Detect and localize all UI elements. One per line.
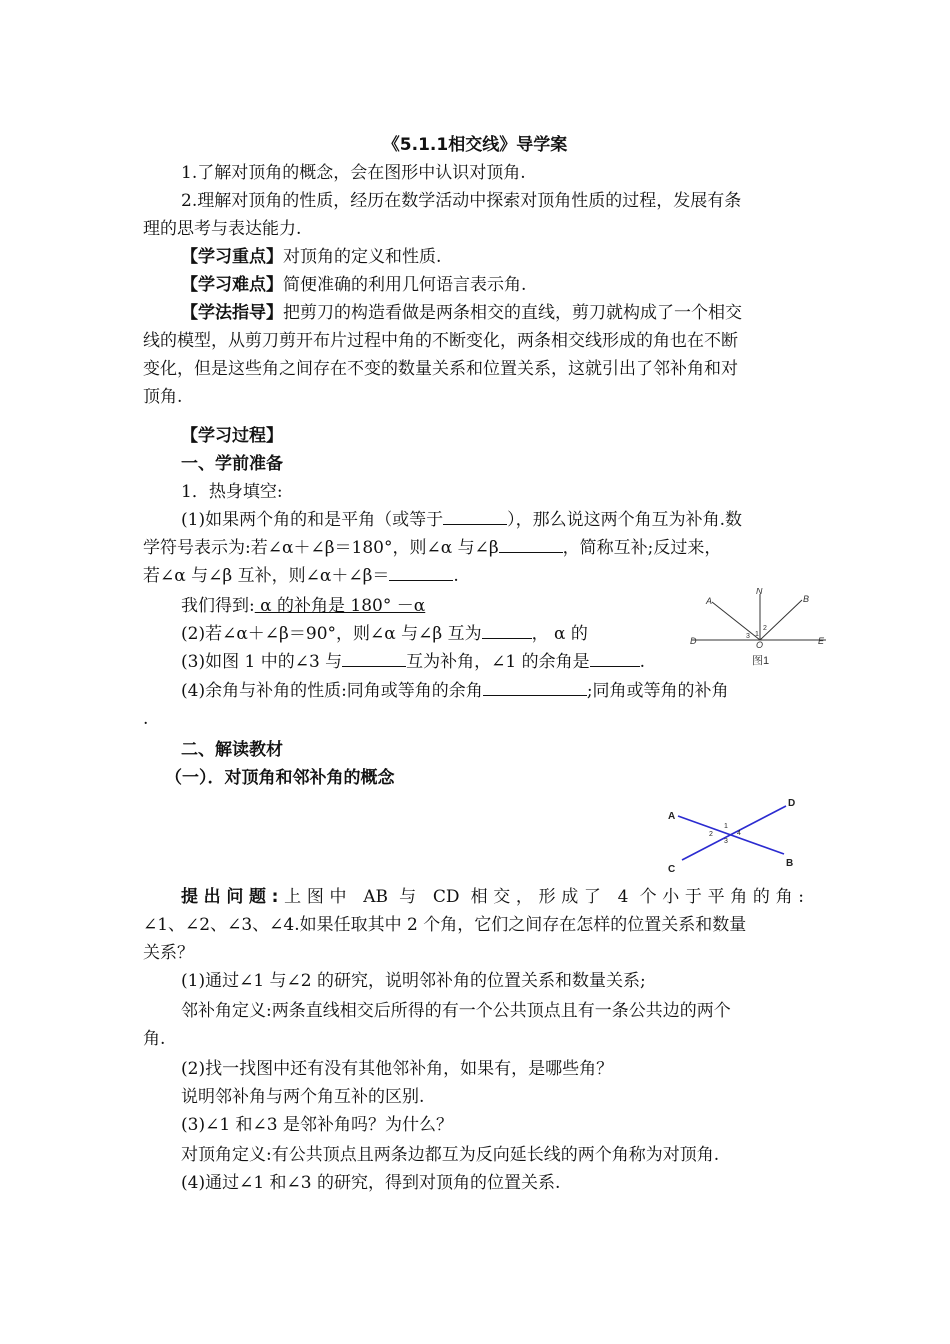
objective-2: 2.理解对顶角的性质，经历在数学活动中探索对顶角性质的过程，发展有条 xyxy=(181,191,742,211)
difficulty xyxy=(181,271,526,299)
adjacent-definition: 邻补角定义:两条直线相交后所得的有一个公共顶点且有一条公共边的两个 xyxy=(181,1001,731,1021)
question-4: (4)余角与补角的性质:同角或等角的余角 ;同角或等角的补角 xyxy=(181,677,729,705)
adjacent-definition-cont: 角. xyxy=(143,1029,166,1049)
key-point-label: 【学习重点】 xyxy=(181,247,283,267)
method-line-1: 把剪刀的构造看做是两条相交的直线，剪刀就构成了一个相交 xyxy=(283,303,742,323)
method-line-2: 线的模型，从剪刀剪开布片过程中角的不断变化，两条相交线形成的角也在不断 xyxy=(143,331,738,351)
item-2-note: 说明邻补角与两个角互补的区别. xyxy=(181,1087,425,1107)
section2-heading: 二、解读教材 xyxy=(181,740,283,760)
angle-2: 2 xyxy=(763,625,767,632)
label-a: A xyxy=(706,596,713,606)
line-cd xyxy=(682,806,786,860)
result-line: 我们得到: α 的补角是 180° －α xyxy=(181,596,426,616)
vertical-definition: 对顶角定义:有公共顶点且两条边都互为反向延长线的两个角称为对顶角. xyxy=(181,1145,720,1165)
figure-2 xyxy=(660,792,820,876)
blank-3[interactable] xyxy=(389,562,453,581)
ray-ob xyxy=(760,600,802,640)
method-line-4: 顶角. xyxy=(143,387,183,407)
question-line-1: 提出问题:上图中 AB 与 CD 相交，形成了 4 个小于平角的角: xyxy=(181,887,804,907)
question-4-end: . xyxy=(143,709,149,729)
method-label: 【学法指导】 xyxy=(181,303,283,323)
question-1-line-1: (1)如果两个角的和是平角（或等于 ），那么说这两个角互为补角.数 xyxy=(181,506,742,534)
figure-1-caption: 图1 xyxy=(752,655,770,667)
angle2-4: 4 xyxy=(737,830,741,837)
angle2-1: 1 xyxy=(724,823,728,830)
label-d2: D xyxy=(788,798,796,809)
angle-1: 1 xyxy=(755,631,759,638)
question-line-2: ∠1、∠2、∠3、∠4.如果任取其中 2 个角，它们之间存在怎样的位置关系和数量 xyxy=(143,915,747,935)
question-2: (2)若∠α＋∠β＝90°，则∠α 与∠β 互为 ， α 的 xyxy=(181,620,588,648)
page-title: 《5.1.1相交线》导学案 xyxy=(382,135,568,155)
angle2-2: 2 xyxy=(709,831,713,838)
blank-4[interactable] xyxy=(482,620,532,639)
blank-2[interactable] xyxy=(499,534,563,553)
figure-1 xyxy=(690,588,830,670)
difficulty-label: 【学习难点】 xyxy=(181,275,283,295)
item-2: (2)找一找图中还有没有其他邻补角，如果有，是哪些角？ xyxy=(181,1059,614,1079)
item-3: (3)∠1 和∠3 是邻补角吗？为什么？ xyxy=(181,1115,454,1135)
objective-1: 1.了解对顶角的概念，会在图形中认识对顶角. xyxy=(181,163,526,183)
label-o: O xyxy=(756,640,764,650)
blank-7[interactable] xyxy=(483,677,587,696)
question-3: (3)如图 1 中的∠3 与 互为补角，∠1 的余角是 . xyxy=(181,648,645,676)
question-1-line-2: 学符号表示为:若∠α＋∠β＝180°，则∠α 与∠β ，简称互补;反过来， xyxy=(143,534,721,562)
method xyxy=(181,299,742,327)
section2-subheading: （一）．对顶角和邻补角的概念 xyxy=(165,768,395,788)
blank-1[interactable] xyxy=(443,506,507,525)
objective-2-cont: 理的思考与表达能力. xyxy=(143,219,302,239)
angle2-3: 3 xyxy=(724,838,728,845)
angle-3: 3 xyxy=(746,633,750,640)
method-line-3: 变化，但是这些角之间存在不变的数量关系和位置关系，这就引出了邻补角和对 xyxy=(143,359,738,379)
key-point xyxy=(181,243,441,271)
question-label: 提出问题: xyxy=(181,887,279,907)
item-1: (1)通过∠1 与∠2 的研究，说明邻补角的位置关系和数量关系; xyxy=(181,971,646,991)
ray-oa xyxy=(712,602,760,640)
label-b: B xyxy=(803,594,810,604)
label-e: E xyxy=(818,636,825,646)
label-c2: C xyxy=(668,864,676,875)
label-a2: A xyxy=(668,811,676,822)
label-n: N xyxy=(756,588,763,596)
difficulty-text: 简便准确的利用几何语言表示角. xyxy=(283,275,527,295)
item-4: (4)通过∠1 和∠3 的研究，得到对顶角的位置关系. xyxy=(181,1173,561,1193)
blank-6[interactable] xyxy=(590,648,640,667)
warmup-label: 1．热身填空: xyxy=(181,482,283,502)
label-d: D xyxy=(690,636,697,646)
question-1-line-3: 若∠α 与∠β 互补，则∠α＋∠β＝ . xyxy=(143,562,459,590)
result-underlined: α 的补角是 180° －α xyxy=(254,596,426,616)
process-label: 【学习过程】 xyxy=(181,426,283,446)
section1-heading: 一、学前准备 xyxy=(181,454,283,474)
label-b2: B xyxy=(786,858,794,869)
key-point-text: 对顶角的定义和性质. xyxy=(283,247,442,267)
question-line-3: 关系？ xyxy=(143,943,194,963)
blank-5[interactable] xyxy=(342,648,406,667)
